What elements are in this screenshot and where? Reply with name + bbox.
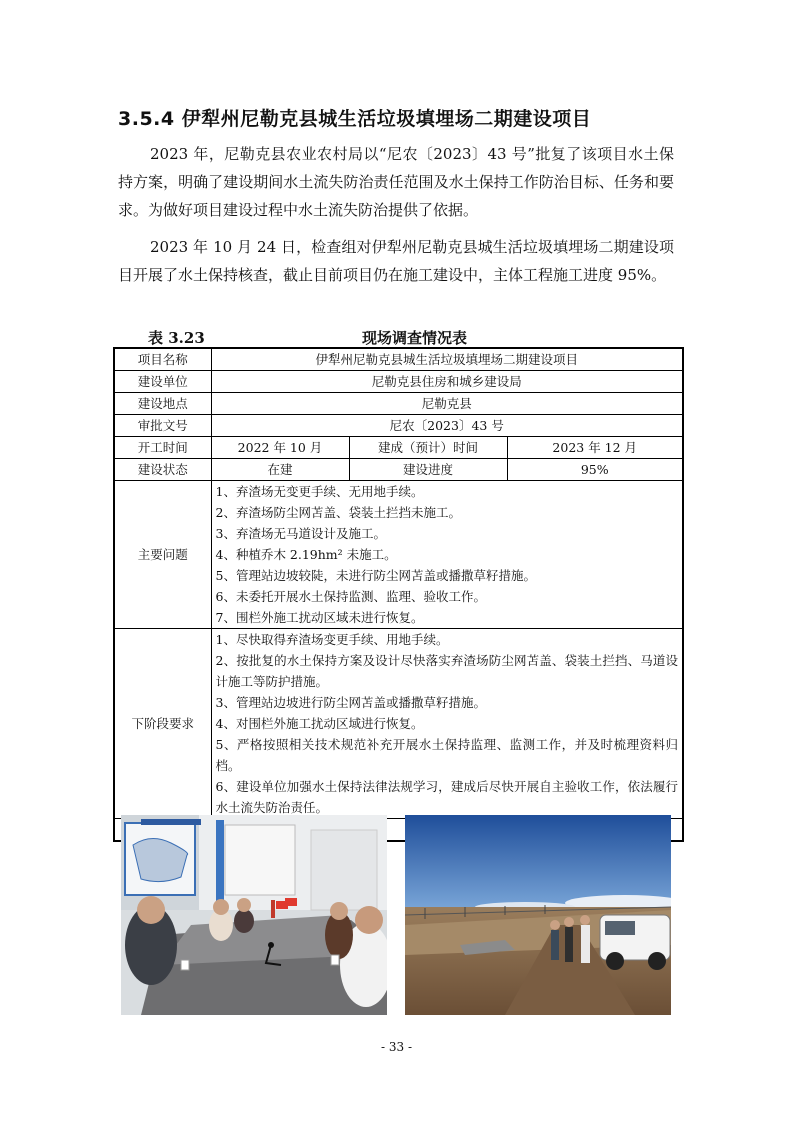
meeting-photo bbox=[121, 815, 387, 1015]
issues-label: 主要问题 bbox=[114, 481, 211, 629]
location-value: 尼勒克县 bbox=[211, 393, 683, 415]
list-item: 2、按批复的水土保持方案及设计尽快落实弃渣场防尘网苫盖、袋装土拦挡、马道设计施工等防护措施。 bbox=[215, 653, 678, 689]
progress-value: 95% bbox=[507, 459, 683, 481]
table-row bbox=[114, 393, 683, 415]
table-row bbox=[114, 415, 683, 437]
finish-value: 2023 年 12 月 bbox=[507, 437, 683, 459]
table-number: 表 3.23 bbox=[148, 329, 205, 347]
location-label: 建设地点 bbox=[114, 393, 211, 415]
survey-table bbox=[113, 347, 684, 842]
section-heading: 3.5.4 伊犁州尼勒克县城生活垃圾填埋场二期建设项目 bbox=[118, 108, 592, 130]
list-item: 3、管理站边坡进行防尘网苫盖或播撒草籽措施。 bbox=[215, 695, 486, 710]
table-row bbox=[114, 481, 683, 629]
list-item: 4、对围栏外施工扰动区域进行恢复。 bbox=[215, 716, 424, 731]
list-item: 1、弃渣场无变更手续、无用地手续。 bbox=[215, 484, 424, 499]
table-row bbox=[114, 371, 683, 393]
status-value: 在建 bbox=[211, 459, 349, 481]
next-stage-list bbox=[211, 629, 683, 819]
project-name-value: 伊犁州尼勒克县城生活垃圾填埋场二期建设项目 bbox=[211, 348, 683, 371]
list-item: 6、建设单位加强水土保持法律法规学习，建成后尽快开展自主验收工作，依法履行水土流失防治责任。 bbox=[215, 779, 678, 815]
list-item: 3、弃渣场无马道设计及施工。 bbox=[215, 526, 386, 541]
project-name-label: 项目名称 bbox=[114, 348, 211, 371]
site-photo bbox=[405, 815, 671, 1015]
unit-label: 建设单位 bbox=[114, 371, 211, 393]
table-row bbox=[114, 437, 683, 459]
list-item: 5、严格按照相关技术规范补充开展水土保持监理、监测工作，并及时梳理资料归档。 bbox=[215, 737, 678, 773]
table-title: 现场调查情况表 bbox=[362, 329, 468, 347]
table-row bbox=[114, 459, 683, 481]
list-item: 7、围栏外施工扰动区域未进行恢复。 bbox=[215, 610, 424, 625]
page-number: - 33 - bbox=[380, 1040, 412, 1054]
paragraph-inspection: 2023 年 10 月 24 日，检查组对伊犁州尼勒克县城生活垃圾填埋场二期建设项目开展了水土保持核查，截止目前项目仍在施工建设中，主体工程施工进度 95%。 bbox=[118, 238, 674, 284]
table-row bbox=[114, 629, 683, 819]
next-stage-label: 下阶段要求 bbox=[114, 629, 211, 819]
list-item: 1、尽快取得弃渣场变更手续、用地手续。 bbox=[215, 632, 449, 647]
table-row bbox=[114, 348, 683, 371]
issues-list bbox=[211, 481, 683, 629]
status-label: 建设状态 bbox=[114, 459, 211, 481]
list-item: 6、未委托开展水土保持监测、监理、验收工作。 bbox=[215, 589, 486, 604]
paragraph-approval: 2023 年，尼勒克县农业农村局以“尼农〔2023〕43 号”批复了该项目水土保持方案，明确了建设期间水土流失防治责任范围及水土保持工作防治目标、任务和要求。为做好项目建设过程中水土流失防治提供了依据。 bbox=[118, 145, 674, 219]
list-item: 5、管理站边坡较陡，未进行防尘网苫盖或播撒草籽措施。 bbox=[215, 568, 536, 583]
approval-label: 审批文号 bbox=[114, 415, 211, 437]
start-label: 开工时间 bbox=[114, 437, 211, 459]
unit-value: 尼勒克县住房和城乡建设局 bbox=[211, 371, 683, 393]
progress-label: 建设进度 bbox=[349, 459, 507, 481]
list-item: 2、弃渣场防尘网苫盖、袋装土拦挡未施工。 bbox=[215, 505, 461, 520]
approval-value: 尼农〔2023〕43 号 bbox=[211, 415, 683, 437]
start-value: 2022 年 10 月 bbox=[211, 437, 349, 459]
list-item: 4、种植乔木 2.19hm² 未施工。 bbox=[215, 547, 397, 562]
finish-label: 建成（预计）时间 bbox=[349, 437, 507, 459]
